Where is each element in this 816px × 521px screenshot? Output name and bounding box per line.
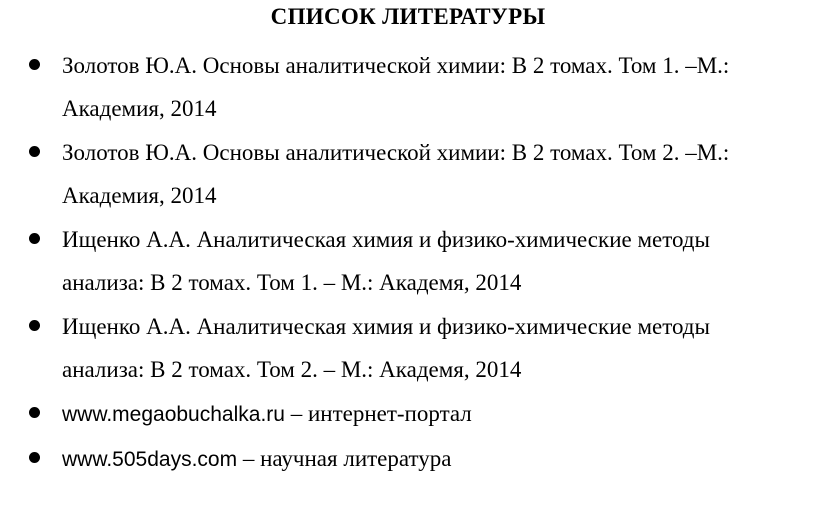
bullet-icon (29, 452, 40, 463)
bullet-icon (29, 59, 40, 70)
page-title: СПИСОК ЛИТЕРАТУРЫ (270, 4, 546, 29)
link-description: – интернет-портал (284, 401, 472, 426)
bullet-icon (29, 320, 40, 331)
reference-text: Ищенко А.А. Аналитическая химия и физико-химические методы анализа: В 2 томах. Том 1. – М.: Академя, 2014 (62, 227, 710, 295)
link-description: – научная литература (237, 446, 452, 471)
bullet-icon (29, 146, 40, 157)
bullet-icon (29, 407, 40, 418)
website-link[interactable]: www.megaobuchalka.ru (62, 403, 285, 426)
list-item (0, 131, 816, 217)
website-link[interactable]: www.505days.com (62, 448, 238, 471)
list-item (0, 218, 816, 304)
list-item (0, 392, 816, 436)
reference-text: Золотов Ю.А. Основы аналитической химии: В 2 томах. Том 2. –М.: Академия, 2014 (62, 140, 730, 208)
bullet-icon (29, 233, 40, 244)
list-item (0, 437, 816, 481)
list-item (0, 305, 816, 391)
list-item (0, 44, 816, 130)
reference-list (0, 44, 816, 481)
reference-text: Ищенко А.А. Аналитическая химия и физико-химические методы анализа: В 2 томах. Том 2. – М.: Академя, 2014 (62, 314, 710, 382)
reference-text: Золотов Ю.А. Основы аналитической химии: В 2 томах. Том 1. –М.: Академия, 2014 (62, 53, 730, 121)
